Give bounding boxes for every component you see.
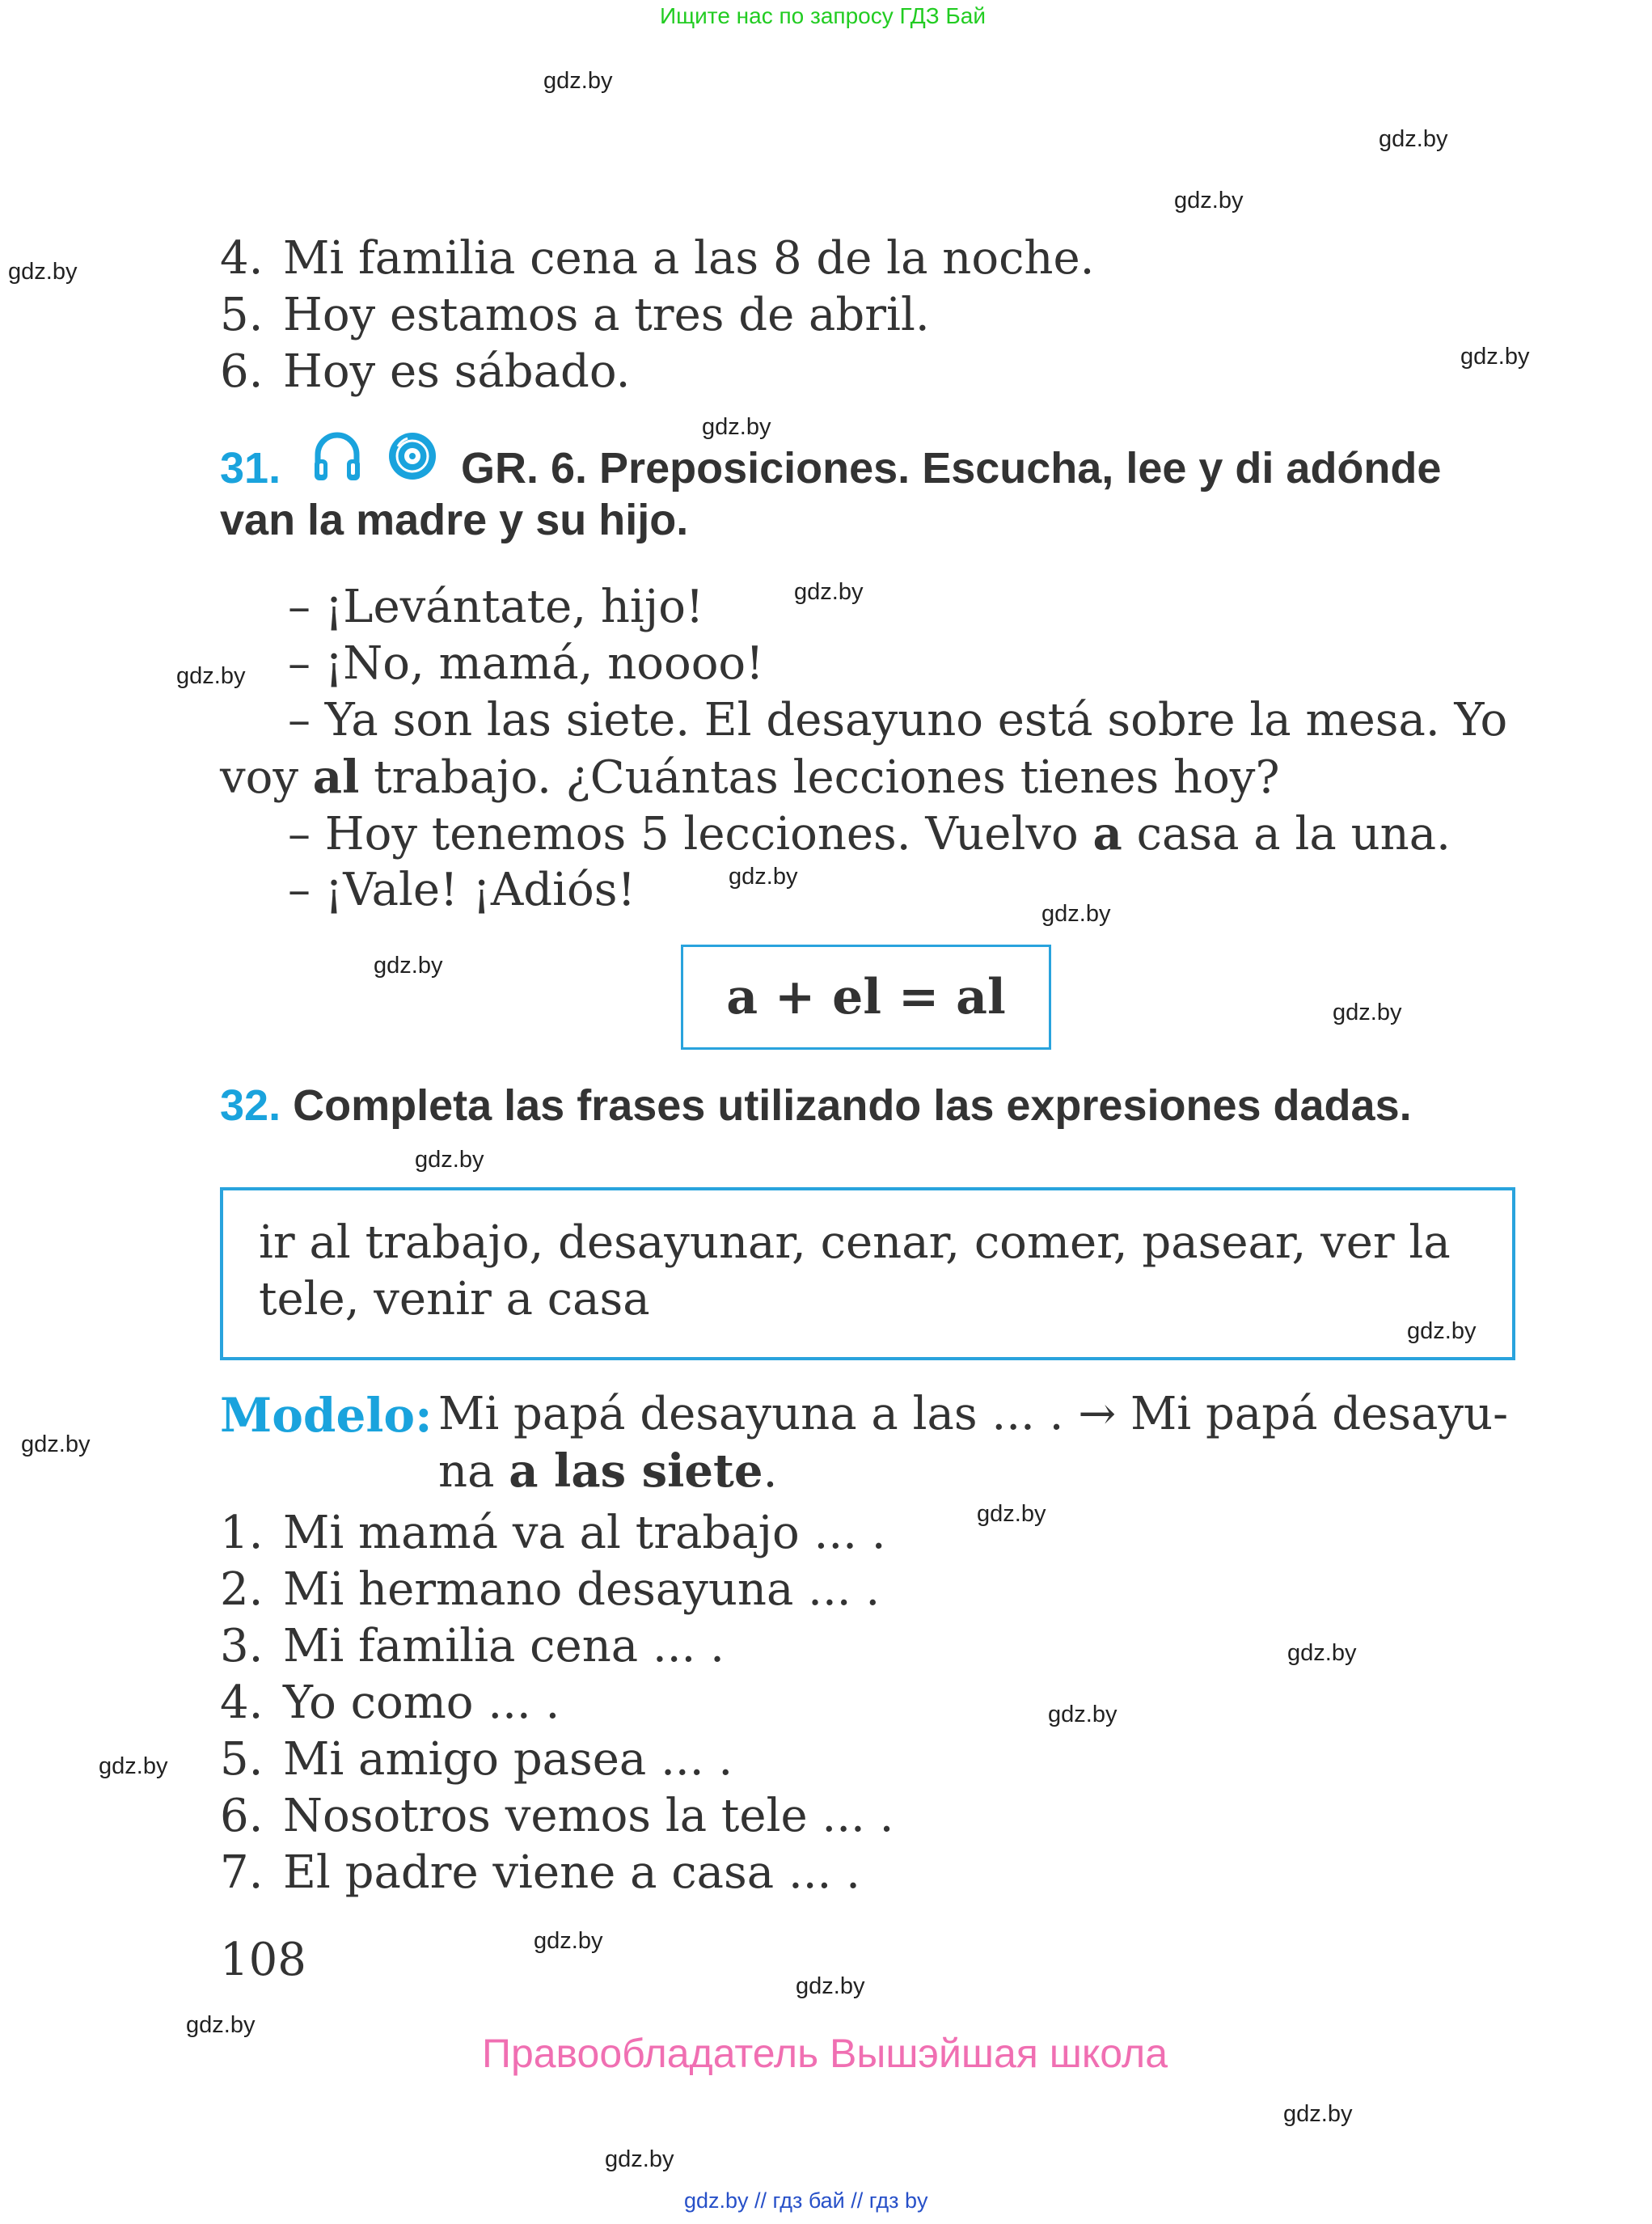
list-item: 4. Mi familia cena a las 8 de la noche.: [220, 232, 1095, 285]
list-item: 6. Nosotros vemos la tele ... .: [220, 1790, 894, 1842]
expressions-line: tele, venir a casa: [259, 1273, 650, 1326]
exercise-32-heading: 32. Completa las frases utilizando las expresiones dadas.: [220, 1081, 1412, 1130]
watermark: gdz.by: [1333, 1000, 1402, 1025]
page-number: 108: [220, 1934, 306, 1986]
grammar-rule-box: a + el = al: [681, 945, 1051, 1050]
watermark: gdz.by: [534, 1928, 603, 1954]
watermark: gdz.by: [729, 864, 798, 890]
dialog-line: voy al trabajo. ¿Cuántas lecciones tienes hoy?: [220, 750, 1280, 804]
cd-disc-icon: [387, 430, 438, 482]
list-item: 2. Mi hermano desayuna ... .: [220, 1563, 881, 1616]
watermark: gdz.by: [21, 1431, 91, 1457]
exercise-31-title: GR. 6. Preposiciones. Escucha, lee y di adónde: [461, 444, 1442, 493]
list-item: 4. Yo como ... .: [220, 1676, 560, 1729]
watermark: gdz.by: [977, 1501, 1046, 1527]
watermark: gdz.by: [99, 1753, 168, 1779]
modelo-label: Modelo:: [220, 1388, 433, 1443]
watermark: gdz.by: [543, 68, 613, 94]
watermark: gdz.by: [796, 1973, 865, 1999]
list-item: 6. Hoy es sábado.: [220, 345, 631, 398]
headphones-icon: [311, 430, 363, 484]
watermark: gdz.by: [794, 579, 864, 605]
watermark: gdz.by: [1287, 1640, 1357, 1666]
watermark: gdz.by: [1174, 188, 1244, 214]
expressions-line: ir al trabajo, desayunar, cenar, comer, pasear, ver la: [259, 1216, 1451, 1269]
watermark: gdz.by: [1048, 1702, 1118, 1727]
dialog-line: – Hoy tenemos 5 lecciones. Vuelvo a casa a la una.: [288, 807, 1451, 860]
dialog-line: – ¡Vale! ¡Adiós!: [288, 864, 636, 916]
list-item: 7. El padre viene a casa ... .: [220, 1846, 860, 1899]
exercise-31-number: 31.: [220, 444, 281, 493]
dialog-line: – ¡No, mamá, noooo!: [288, 637, 764, 690]
list-item: 5. Hoy estamos a tres de abril.: [220, 289, 930, 341]
watermark: gdz.by: [8, 259, 78, 285]
watermark: gdz.by: [374, 953, 443, 979]
watermark: gdz.by: [176, 663, 246, 689]
top-banner: Ищите нас по запросу ГДЗ Бай: [660, 3, 987, 28]
watermark: gdz.by: [1460, 344, 1530, 370]
watermark: gdz.by: [1407, 1318, 1477, 1344]
watermark: gdz.by: [1379, 126, 1448, 152]
watermark: gdz.by: [415, 1147, 484, 1173]
dialog-line: – ¡Levántate, hijo!: [288, 581, 704, 633]
watermark: gdz.by: [1041, 901, 1111, 927]
dialog-line: – Ya son las siete. El desayuno está sobre la mesa. Yo: [288, 694, 1508, 746]
list-item: 3. Mi familia cena ... .: [220, 1620, 725, 1672]
list-item: 5. Mi amigo pasea ... .: [220, 1733, 733, 1786]
copyright-notice: Правообладатель Вышэйшая школа: [482, 2031, 1168, 2076]
exercise-31-title-cont: van la madre y su hijo.: [220, 496, 689, 544]
list-item: 1. Mi mamá va al trabajo ... .: [220, 1507, 886, 1559]
watermark: gdz.by: [1283, 2101, 1353, 2127]
footer-links[interactable]: gdz.by // гдз бай // гдз by: [684, 2188, 928, 2213]
modelo-example: Mi papá desayuna a las ... . → Mi papá desayu-: [438, 1388, 1508, 1440]
watermark: gdz.by: [605, 2146, 674, 2172]
modelo-example-cont: na a las siete.: [438, 1444, 778, 1498]
watermark: gdz.by: [186, 2012, 256, 2038]
watermark: gdz.by: [702, 414, 771, 440]
